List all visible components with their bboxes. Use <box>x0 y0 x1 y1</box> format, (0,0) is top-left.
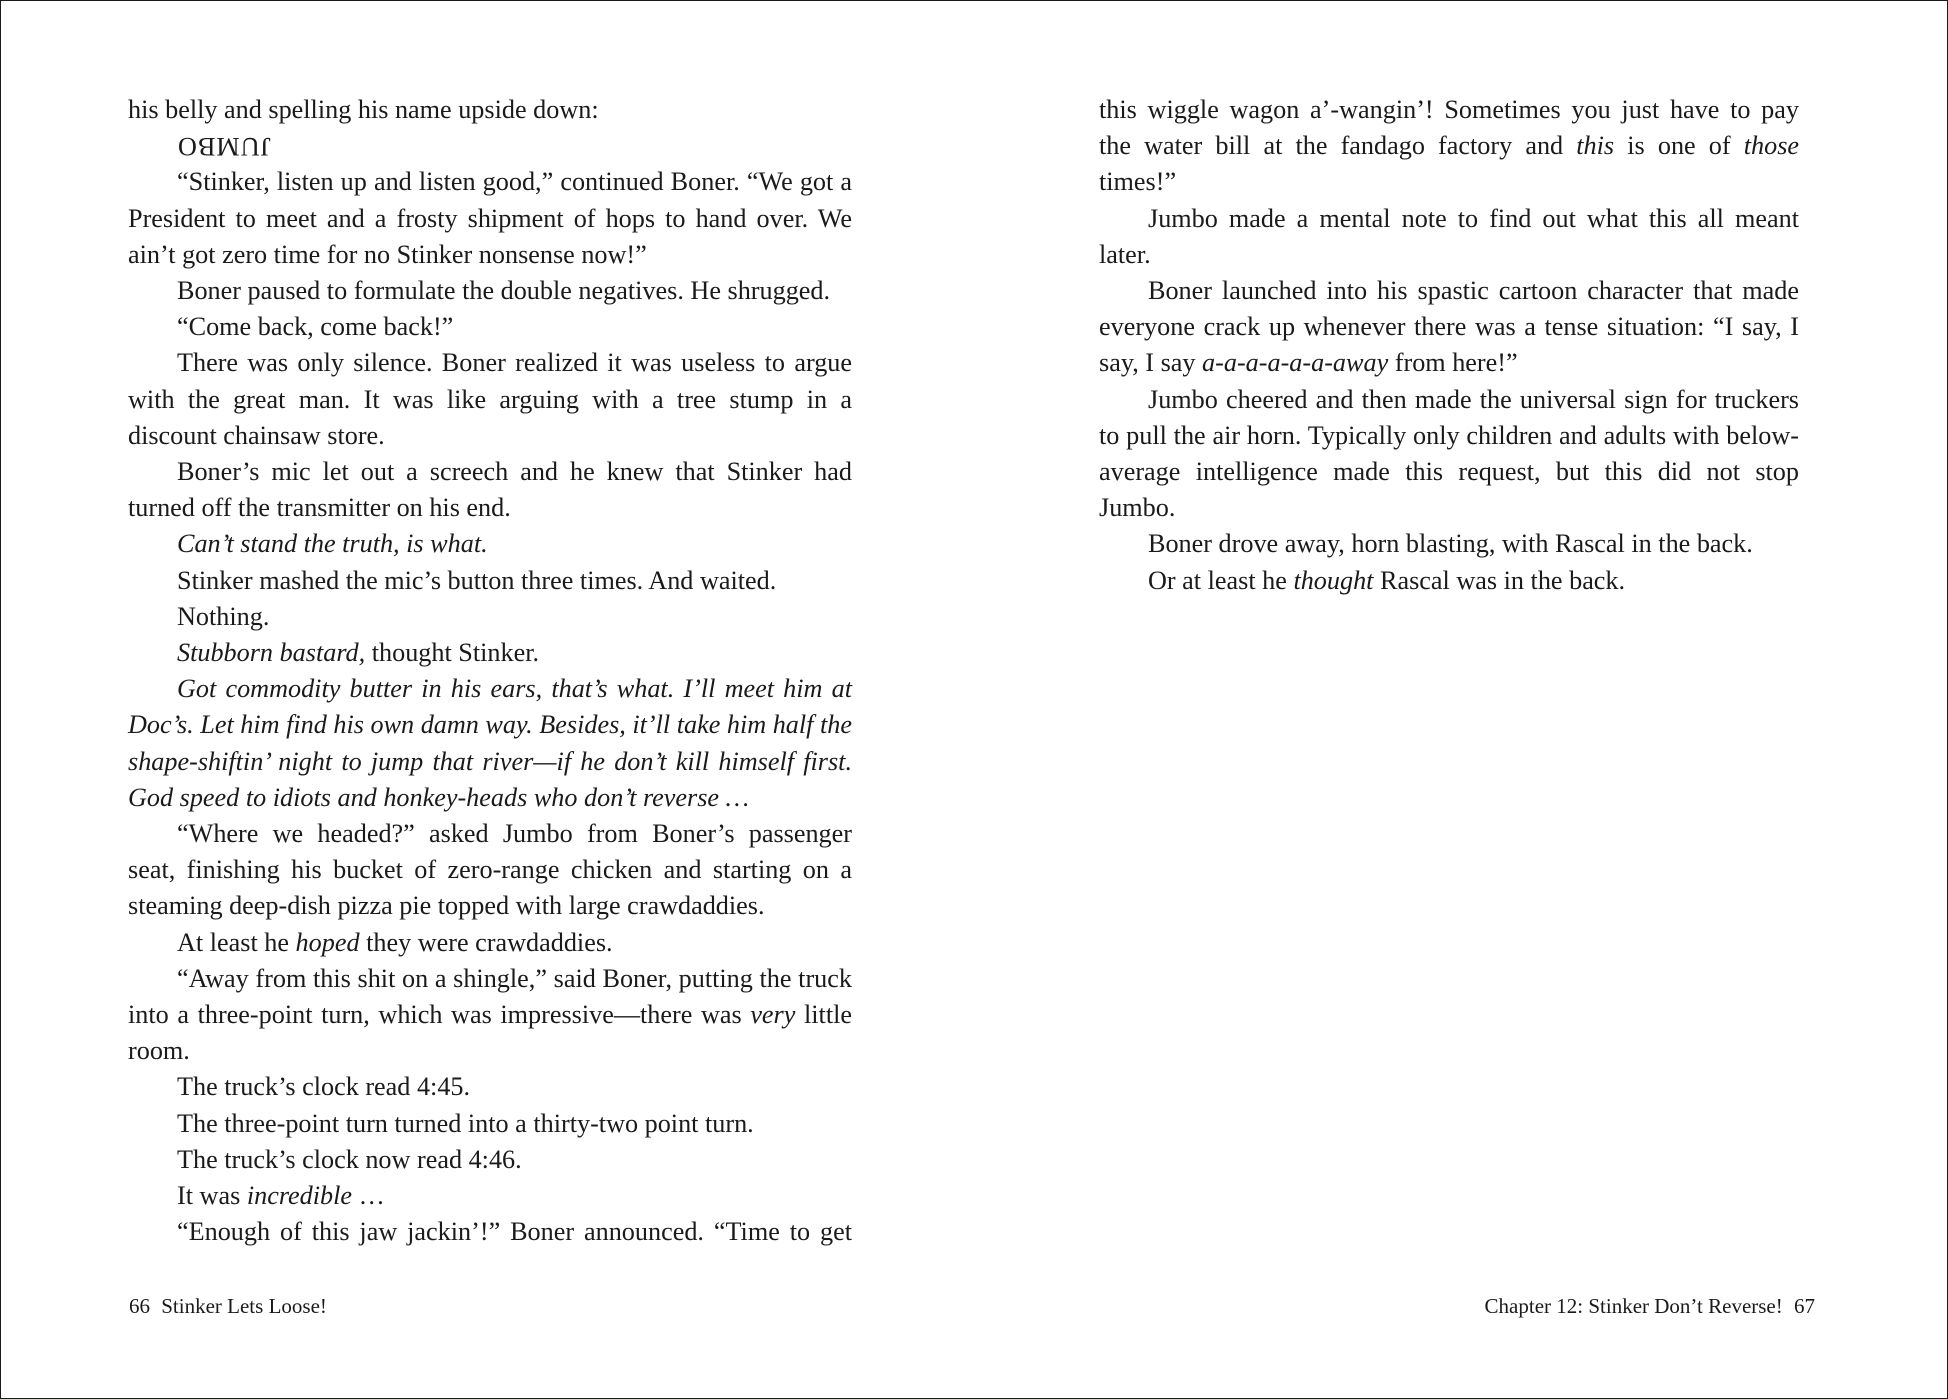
text-run: Rascal was in the back. <box>1373 565 1626 595</box>
italic-run: Got commodity butter in his ears, that’s what. I’ll meet him at Doc’s. Let him find his own damn way. Besides, it’ll take him half the shape-shiftin’ night to jump that river—if he don’t kill himself first. God speed to idiots and honkey-heads who don’t reverse … <box>128 674 852 812</box>
paragraph <box>128 1069 852 1105</box>
running-head: Chapter 12: Stinker Don’t Reverse! <box>1484 1294 1783 1318</box>
text-run: Boner launched into his spastic cartoon character that made everyone crack up whenever there was a tense situation: “I say, I say, I say <box>1099 276 1799 378</box>
italic-run: a-a-a-a-a-a-away <box>1202 348 1389 378</box>
paragraph <box>1099 526 1799 562</box>
text-run: thought Stinker. <box>365 638 540 668</box>
italic-run: those <box>1743 131 1800 161</box>
text-run: they were crawdaddies. <box>359 927 613 957</box>
running-head: Stinker Lets Loose! <box>161 1294 327 1318</box>
paragraph <box>128 345 852 454</box>
paragraph <box>128 599 852 635</box>
italic-run: Stubborn bastard, <box>177 638 366 668</box>
paragraph <box>1099 201 1799 273</box>
text-run: times!” <box>1099 167 1177 197</box>
upside-down-text: JUMBO <box>177 132 271 162</box>
page-number: 66 <box>129 1294 150 1318</box>
text-run: Boner drove away, horn blasting, with Rascal in the back. <box>1148 529 1753 559</box>
paragraph <box>128 563 852 599</box>
right-text-block <box>1099 92 1799 599</box>
paragraph <box>128 671 852 816</box>
paragraph <box>128 164 852 273</box>
text-run: Boner’s mic let out a screech and he knew that Stinker had turned off the transmitter on his end. <box>128 457 852 523</box>
page-number: 67 <box>1794 1294 1815 1318</box>
paragraph <box>128 816 852 925</box>
italic-run: hoped <box>295 927 360 957</box>
paragraph <box>128 1214 852 1250</box>
text-run: There was only silence. Boner realized it was useless to argue with the great man. It was like arguing with a tree stump in a discount chainsaw store. <box>128 348 852 450</box>
paragraph <box>128 92 852 128</box>
paragraph <box>128 635 852 671</box>
right-page <box>975 1 1947 1398</box>
paragraph <box>128 1178 852 1214</box>
paragraph <box>1099 92 1799 201</box>
text-run: “Stinker, listen up and listen good,” continued Boner. “We got a President to meet and a frosty shipment of hops to hand over. We ain’t got zero time for no Stinker nonsense now!” <box>128 167 852 269</box>
paragraph <box>128 961 852 1070</box>
text-run: Jumbo made a mental note to find out what this all meant later. <box>1099 203 1799 269</box>
paragraph <box>128 309 852 345</box>
text-run: “Come back, come back!” <box>177 312 454 342</box>
text-run: from here!” <box>1388 348 1518 378</box>
italic-run: very <box>750 1000 796 1030</box>
italic-run: Can’t stand the truth, is what. <box>177 529 488 559</box>
left-text-block <box>128 92 852 1251</box>
paragraph <box>1099 382 1799 527</box>
text-run: little room. <box>128 1000 852 1066</box>
text-run: At least he <box>177 927 296 957</box>
right-folio <box>1485 1292 1821 1320</box>
text-run: Jumbo cheered and then made the universal sign for truckers to pull the air horn. Typically only children and adults with below-average intelligence made this request, but this did not stop Jumbo. <box>1099 384 1799 523</box>
paragraph <box>128 526 852 562</box>
upside-down-name <box>128 128 852 164</box>
text-run: is one of <box>1614 131 1744 161</box>
text-run: The truck’s clock read 4:45. <box>177 1072 471 1102</box>
text-run: “Away from this shit on a shingle,” said Boner, putting the truck into a three-point turn, which was impressive—there was <box>128 963 852 1030</box>
paragraph <box>128 925 852 961</box>
text-run: The truck’s clock now read 4:46. <box>177 1144 522 1174</box>
left-folio <box>123 1292 327 1320</box>
text-run: It was <box>177 1181 247 1211</box>
paragraph <box>128 454 852 526</box>
text-run: “Where we headed?” asked Jumbo from Boner’s passenger seat, finishing his bucket of zero-range chicken and starting on a steaming deep-dish pizza pie topped with large crawdaddies. <box>128 819 852 921</box>
text-run: … <box>352 1181 385 1211</box>
italic-run: thought <box>1293 565 1374 595</box>
text-run: his belly and spelling his name upside down: <box>128 95 599 124</box>
italic-run: this <box>1576 131 1615 161</box>
paragraph <box>128 273 852 309</box>
paragraph <box>128 1142 852 1178</box>
text-run: Boner paused to formulate the double negatives. He shrugged. <box>177 276 831 306</box>
text-run: The three-point turn turned into a thirty-two point turn. <box>177 1108 754 1138</box>
paragraph <box>1099 273 1799 382</box>
text-run: Stinker mashed the mic’s button three times. And waited. <box>177 565 777 595</box>
text-run: Or at least he <box>1148 565 1294 595</box>
paragraph <box>128 1106 852 1142</box>
text-run: Nothing. <box>177 601 270 631</box>
text-run: this wiggle wagon a’-wangin’! Sometimes you just have to pay the water bill at the fandago factory and <box>1099 95 1799 161</box>
left-page <box>1 1 975 1398</box>
text-run: “Enough of this jaw jackin’!” Boner announced. “Time to get <box>177 1217 852 1247</box>
italic-run: incredible <box>246 1181 353 1211</box>
paragraph <box>1099 563 1799 599</box>
